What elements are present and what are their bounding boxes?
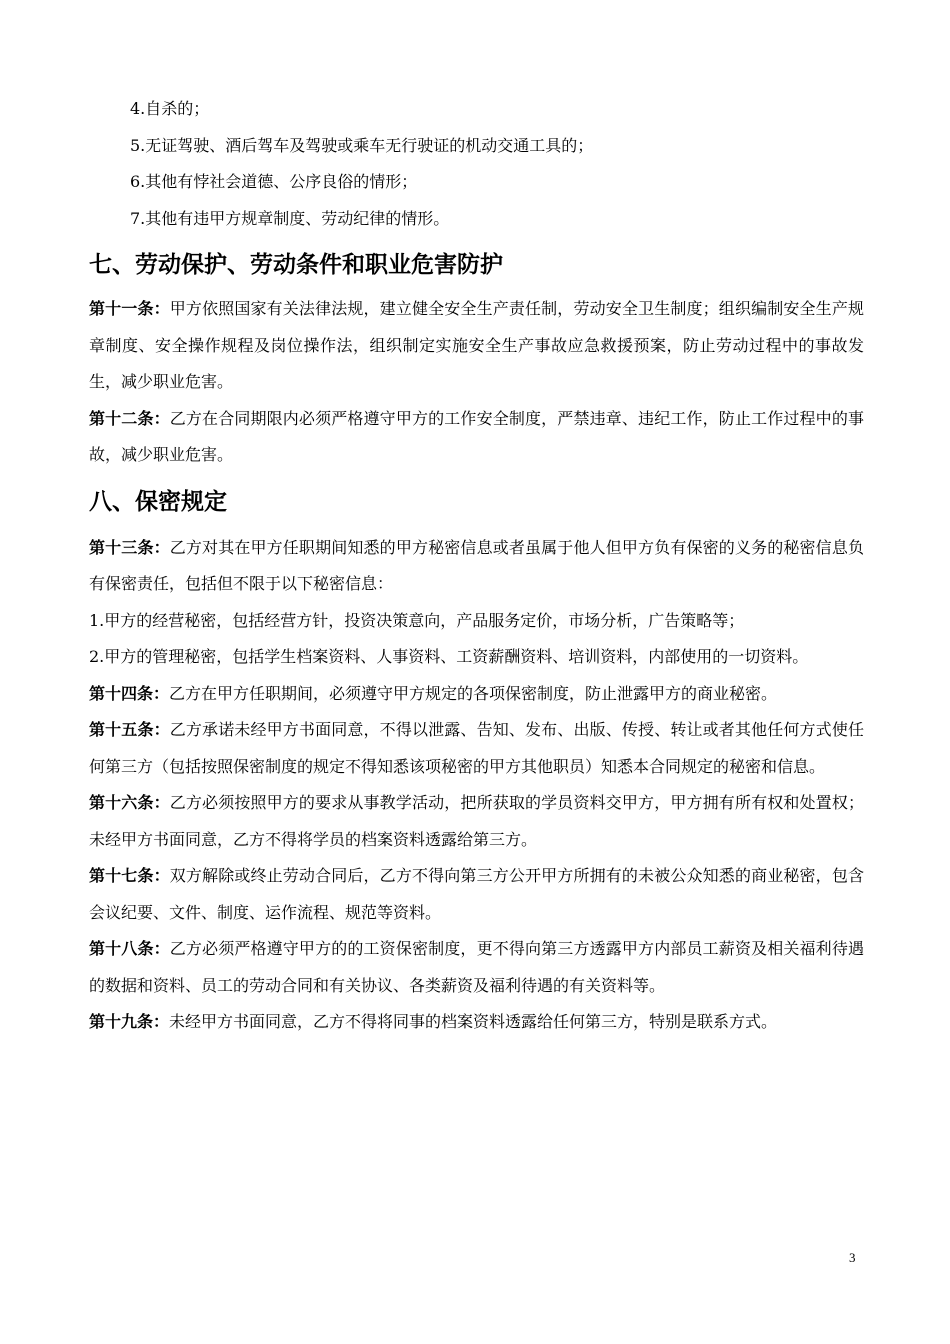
article-text: 乙方在甲方任职期间，必须遵守甲方规定的各项保密制度，防止泄露甲方的商业秘密。 [169, 683, 778, 703]
article-label: 第十六条： [89, 793, 170, 812]
article-label: 第十七条： [89, 866, 170, 885]
section-heading-7: 七、劳动保护、劳动条件和职业危害防护 [89, 252, 503, 278]
article-text: 甲方依照国家有关法律法规，建立健全安全生产责任制，劳动安全卫生制度；组织编制安全生产规章制度、安全操作规程及岗位操作法，组织制定实施安全生产事故应急救援预案，防止劳动过程中的事故发生，减少职业危害。 [89, 299, 864, 391]
article-label: 第十二条： [89, 408, 170, 428]
article-label: 第十一条： [89, 299, 170, 318]
section-heading-8: 八、保密规定 [89, 488, 227, 515]
article-15 [89, 712, 864, 785]
article-12 [89, 401, 864, 474]
article-text: 乙方必须按照甲方的要求从事教学活动，把所获取的学员资料交甲方，甲方拥有所有权和处置权；未经甲方书面同意，乙方不得将学员的档案资料透露给第三方。 [89, 793, 864, 849]
article-18 [89, 931, 864, 1004]
list-item: 5.无证驾驶、酒后驾车及驾驶或乘车无行驶证的机动交通工具的； [130, 135, 594, 155]
page-number: 3 [849, 1250, 856, 1265]
article-text: 乙方在合同期限内必须严格遵守甲方的工作安全制度，严禁违章、违纪工作，防止工作过程中的事故，减少职业危害。 [89, 408, 864, 464]
document-page [89, 91, 864, 1041]
article-label: 第十九条： [89, 1012, 170, 1031]
article-13 [89, 530, 864, 603]
article-text: 乙方承诺未经甲方书面同意，不得以泄露、告知、发布、出版、传授、转让或者其他任何方式使任何第三方（包括按照保密制度的规定不得知悉该项秘密的甲方其他职员）知悉本合同规定的秘密和信息。 [89, 720, 864, 776]
list-item: 6.其他有悖社会道德、公序良俗的情形； [130, 172, 418, 191]
article-text: 未经甲方书面同意，乙方不得将同事的档案资料透露给任何第三方，特别是联系方式。 [169, 1012, 778, 1031]
article-14 [89, 676, 864, 713]
article-16 [89, 785, 864, 858]
article-17 [89, 858, 864, 931]
article-11 [89, 291, 864, 401]
article-label: 第十三条： [89, 537, 170, 557]
article-text: 乙方必须严格遵守甲方的的工资保密制度，更不得向第三方透露甲方内部员工薪资及相关福利待遇的数据和资料、员工的劳动合同和有关协议、各类薪资及福利待遇的有关资料等。 [89, 939, 864, 995]
list-item: 1.甲方的经营秘密，包括经营方针，投资决策意向，产品服务定价，市场分析，广告策略等； [89, 610, 745, 630]
article-text: 双方解除或终止劳动合同后，乙方不得向第三方公开甲方所拥有的未被公众知悉的商业秘密，包含会议纪要、文件、制度、运作流程、规范等资料。 [89, 866, 864, 922]
article-text: 乙方对其在甲方任职期间知悉的甲方秘密信息或者虽属于他人但甲方负有保密的义务的秘密信息负有保密责任，包括但不限于以下秘密信息： [89, 537, 864, 593]
article-label: 第十四条： [89, 683, 170, 703]
article-label: 第十八条： [89, 939, 170, 958]
list-item: 4.自杀的； [130, 99, 210, 118]
article-19 [89, 1004, 864, 1041]
article-label: 第十五条： [89, 720, 170, 739]
list-item: 7.其他有违甲方规章制度、劳动纪律的情形。 [130, 208, 450, 228]
list-item: 2.甲方的管理秘密，包括学生档案资料、人事资料、工资薪酬资料、培训资料，内部使用的一切资料。 [89, 647, 809, 666]
